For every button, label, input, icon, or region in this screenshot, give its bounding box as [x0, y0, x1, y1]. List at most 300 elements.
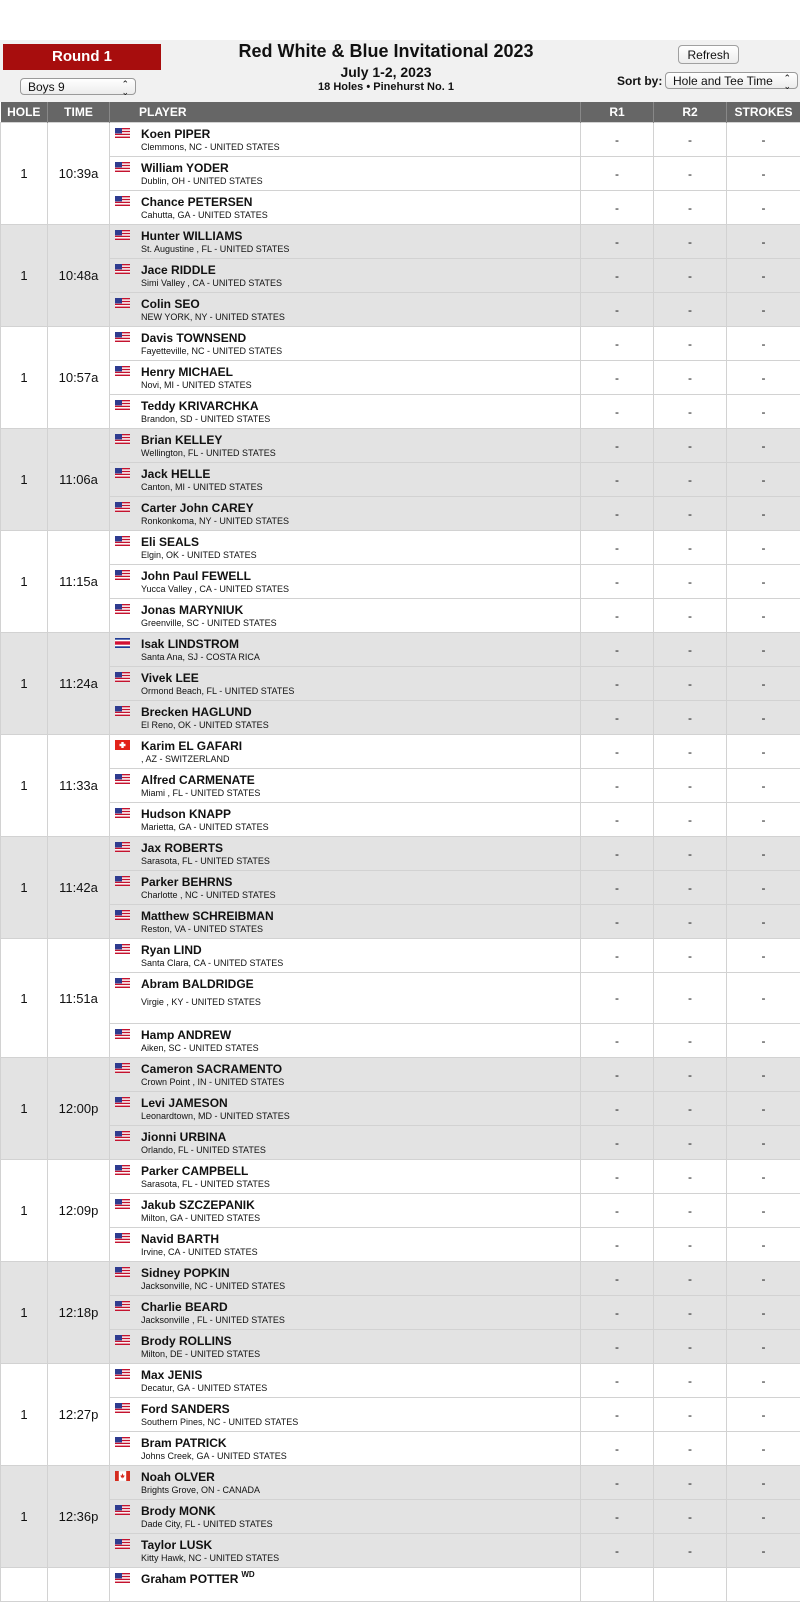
player-name[interactable]: [141, 1572, 255, 1586]
player-cell[interactable]: [110, 871, 581, 905]
player-location: Ormond Beach, FL - UNITED STATES: [141, 686, 295, 696]
player-name[interactable]: [141, 501, 254, 515]
tee-times-table: [0, 102, 800, 1602]
player-name[interactable]: [141, 1436, 227, 1450]
table-row[interactable]: [1, 531, 800, 565]
tee-time-cell: 12:09p: [48, 1160, 110, 1262]
tee-time-cell: 10:39a: [48, 123, 110, 225]
player-name[interactable]: [141, 807, 231, 821]
table-row[interactable]: [1, 191, 800, 225]
r1-score-cell: -: [581, 531, 654, 565]
us-flag-icon: [115, 1164, 130, 1174]
player-name[interactable]: [141, 1402, 230, 1416]
r1-score-cell: -: [581, 361, 654, 395]
sort-select-value: Hole and Tee Time: [673, 74, 773, 88]
r1-score-cell: -: [581, 565, 654, 599]
strokes-score-cell: -: [727, 701, 800, 735]
us-flag-icon: [115, 875, 130, 885]
r1-score-cell: -: [581, 463, 654, 497]
player-location: Johns Creek, GA - UNITED STATES: [141, 1451, 287, 1461]
r2-score-cell: -: [654, 1364, 727, 1398]
table-row[interactable]: [1, 1398, 800, 1432]
r2-score-cell: -: [654, 1126, 727, 1160]
player-name-text: Karim EL GAFARI: [141, 739, 243, 753]
table-row[interactable]: [1, 157, 800, 191]
round-badge[interactable]: Round 1: [3, 44, 161, 70]
player-cell[interactable]: [110, 905, 581, 939]
us-flag-icon: [115, 331, 130, 341]
table-row[interactable]: [1, 1432, 800, 1466]
player-cell[interactable]: [110, 123, 581, 157]
r2-score-cell: -: [654, 293, 727, 327]
table-row[interactable]: [1, 259, 800, 293]
player-name-text: Parker BEHRNS: [141, 875, 233, 889]
player-name[interactable]: [141, 229, 242, 243]
player-name[interactable]: [141, 977, 254, 991]
r2-score-cell: -: [654, 463, 727, 497]
table-header: [1, 102, 800, 123]
player-name-text: Teddy KRIVARCHKA: [141, 399, 259, 413]
r1-score-cell: -: [581, 191, 654, 225]
player-cell[interactable]: [110, 1466, 581, 1500]
r2-score-cell: -: [654, 1092, 727, 1126]
player-location: Milton, DE - UNITED STATES: [141, 1349, 261, 1359]
strokes-score-cell: -: [727, 1364, 800, 1398]
strokes-score-cell: -: [727, 1024, 800, 1058]
r2-score-cell: -: [654, 701, 727, 735]
strokes-score-cell: -: [727, 225, 800, 259]
table-row[interactable]: [1, 429, 800, 463]
r2-score-cell: -: [654, 259, 727, 293]
strokes-score-cell: -: [727, 395, 800, 429]
player-cell[interactable]: [110, 293, 581, 327]
player-name-text: Davis TOWNSEND: [141, 331, 247, 345]
player-name[interactable]: [141, 1130, 226, 1144]
table-row[interactable]: [1, 1126, 800, 1160]
player-name[interactable]: [141, 637, 239, 651]
r1-score-cell: -: [581, 1296, 654, 1330]
us-flag-icon: [115, 1300, 130, 1310]
strokes-score-cell: -: [727, 905, 800, 939]
tee-time-cell: 11:06a: [48, 429, 110, 531]
us-flag-icon: [115, 1334, 130, 1344]
table-row[interactable]: [1, 1466, 800, 1500]
player-name-text: Brody ROLLINS: [141, 1334, 232, 1348]
table-row[interactable]: [1, 293, 800, 327]
us-flag-icon: [115, 1062, 130, 1072]
table-row[interactable]: [1, 905, 800, 939]
player-name[interactable]: [141, 1266, 230, 1280]
col-player[interactable]: PLAYER: [110, 102, 581, 123]
player-name-text: Levi JAMESON: [141, 1096, 228, 1110]
player-name[interactable]: [141, 841, 223, 855]
us-flag-icon: [115, 399, 130, 409]
r2-score-cell: -: [654, 939, 727, 973]
r2-score-cell: -: [654, 973, 727, 1024]
player-name[interactable]: [141, 1028, 231, 1042]
player-cell[interactable]: [110, 1534, 581, 1568]
player-location: Kitty Hawk, NC - UNITED STATES: [141, 1553, 280, 1563]
strokes-score-cell: -: [727, 191, 800, 225]
player-cell[interactable]: [110, 939, 581, 973]
us-flag-icon: [115, 909, 130, 919]
player-name[interactable]: [141, 705, 252, 719]
player-location: Decatur, GA - UNITED STATES: [141, 1383, 268, 1393]
r1-score-cell: -: [581, 803, 654, 837]
player-location: Simi Valley , CA - UNITED STATES: [141, 278, 283, 288]
us-flag-icon: [115, 365, 130, 375]
division-select[interactable]: [20, 78, 136, 95]
r1-score-cell: -: [581, 1330, 654, 1364]
player-name-text: Matthew SCHREIBMAN: [141, 909, 274, 923]
hole-cell: 1: [1, 837, 48, 939]
player-location: Canton, MI - UNITED STATES: [141, 482, 263, 492]
r2-score-cell: -: [654, 1262, 727, 1296]
player-name[interactable]: [141, 739, 242, 753]
strokes-score-cell: -: [727, 1058, 800, 1092]
player-cell[interactable]: [110, 225, 581, 259]
player-cell[interactable]: [110, 1432, 581, 1466]
player-name[interactable]: [141, 1504, 216, 1518]
hole-cell: 1: [1, 1058, 48, 1160]
player-cell[interactable]: [110, 1058, 581, 1092]
table-row[interactable]: [1, 361, 800, 395]
r2-score-cell: -: [654, 905, 727, 939]
r1-score-cell: -: [581, 905, 654, 939]
r1-score-cell: -: [581, 293, 654, 327]
player-cell[interactable]: [110, 157, 581, 191]
col-time[interactable]: TIME: [48, 102, 110, 123]
r1-score-cell: -: [581, 1364, 654, 1398]
table-row[interactable]: [1, 667, 800, 701]
r2-score-cell: -: [654, 667, 727, 701]
page-title: Red White & Blue Invitational 2023: [238, 41, 534, 61]
r1-score-cell: -: [581, 1398, 654, 1432]
player-cell[interactable]: [110, 1024, 581, 1058]
hole-cell: 1: [1, 1160, 48, 1262]
player-cell[interactable]: [110, 837, 581, 871]
tee-time-cell: 11:42a: [48, 837, 110, 939]
player-location: Reston, VA - UNITED STATES: [141, 924, 264, 934]
strokes-score-cell: -: [727, 1194, 800, 1228]
table-row[interactable]: [1, 633, 800, 667]
player-name[interactable]: [141, 1198, 255, 1212]
player-name[interactable]: [141, 1368, 202, 1382]
us-flag-icon: [115, 195, 130, 205]
r2-score-cell: -: [654, 1160, 727, 1194]
r2-score-cell: -: [654, 1194, 727, 1228]
chevron-updown-icon: ⌃ ⌄: [121, 78, 129, 97]
us-flag-icon: [115, 433, 130, 443]
player-name[interactable]: [141, 161, 229, 175]
player-name[interactable]: [141, 195, 252, 209]
player-location: Dade City, FL - UNITED STATES: [141, 1519, 273, 1529]
r1-score-cell: -: [581, 633, 654, 667]
player-cell[interactable]: [110, 1160, 581, 1194]
player-name[interactable]: [141, 535, 199, 549]
player-cell[interactable]: [110, 1262, 581, 1296]
player-name[interactable]: [141, 943, 202, 957]
tee-group: [1, 1466, 800, 1568]
table-row[interactable]: [1, 497, 800, 531]
tee-time-cell: [48, 1568, 110, 1602]
r1-score-cell: -: [581, 1466, 654, 1500]
player-name[interactable]: [141, 569, 251, 583]
player-name[interactable]: [141, 365, 233, 379]
refresh-button[interactable]: Refresh: [678, 45, 739, 64]
strokes-score-cell: -: [727, 769, 800, 803]
table-row[interactable]: [1, 1092, 800, 1126]
tee-time-cell: 12:18p: [48, 1262, 110, 1364]
r2-score-cell: -: [654, 1330, 727, 1364]
player-name[interactable]: [141, 1232, 219, 1246]
table-row[interactable]: [1, 837, 800, 871]
player-name[interactable]: [141, 1062, 282, 1076]
player-cell[interactable]: [110, 1568, 581, 1602]
player-cell[interactable]: [110, 735, 581, 769]
player-cell[interactable]: [110, 1228, 581, 1262]
player-cell[interactable]: [110, 769, 581, 803]
strokes-score-cell: -: [727, 871, 800, 905]
table-row[interactable]: [1, 1228, 800, 1262]
r1-score-cell: -: [581, 1160, 654, 1194]
player-name[interactable]: [141, 1300, 228, 1314]
r2-score-cell: -: [654, 769, 727, 803]
player-location: Clemmons, NC - UNITED STATES: [141, 142, 280, 152]
table-row[interactable]: [1, 803, 800, 837]
r1-score-cell: -: [581, 939, 654, 973]
r1-score-cell: -: [581, 1262, 654, 1296]
us-flag-icon: [115, 1232, 130, 1242]
table-row[interactable]: [1, 871, 800, 905]
table-row[interactable]: [1, 395, 800, 429]
player-cell[interactable]: [110, 259, 581, 293]
table-row[interactable]: [1, 1024, 800, 1058]
event-subtitle: 18 Holes • Pinehurst No. 1: [318, 81, 454, 93]
table-row[interactable]: [1, 1568, 800, 1602]
strokes-score-cell: -: [727, 1398, 800, 1432]
player-name-text: Ford SANDERS: [141, 1402, 230, 1416]
player-name-text: Jack HELLE: [141, 467, 211, 481]
player-cell[interactable]: [110, 429, 581, 463]
us-flag-icon: [115, 127, 130, 137]
table-row[interactable]: [1, 701, 800, 735]
strokes-score-cell: -: [727, 293, 800, 327]
r2-score-cell: -: [654, 361, 727, 395]
player-name[interactable]: [141, 603, 243, 617]
r2-score-cell: -: [654, 497, 727, 531]
r2-score-cell: -: [654, 157, 727, 191]
table-row[interactable]: [1, 735, 800, 769]
table-row[interactable]: [1, 463, 800, 497]
player-name-text: Brody MONK: [141, 1504, 216, 1518]
player-name[interactable]: [141, 773, 255, 787]
us-flag-icon: [115, 1368, 130, 1378]
table-row[interactable]: [1, 973, 800, 1024]
hole-cell: 1: [1, 633, 48, 735]
player-cell[interactable]: [110, 973, 581, 1024]
tee-time-cell: 12:36p: [48, 1466, 110, 1568]
player-name[interactable]: [141, 1538, 212, 1552]
strokes-score-cell: -: [727, 531, 800, 565]
table-row[interactable]: [1, 1534, 800, 1568]
top-spacer: [0, 0, 800, 40]
tee-time-cell: 11:51a: [48, 939, 110, 1058]
r2-score-cell: -: [654, 531, 727, 565]
strokes-score-cell: -: [727, 939, 800, 973]
player-name-text: Colin SEO: [141, 297, 200, 311]
player-cell[interactable]: [110, 1330, 581, 1364]
player-cell[interactable]: [110, 1398, 581, 1432]
us-flag-icon: [115, 1504, 130, 1514]
tee-group: [1, 735, 800, 837]
player-cell[interactable]: [110, 395, 581, 429]
player-cell[interactable]: [110, 599, 581, 633]
strokes-score-cell: -: [727, 803, 800, 837]
player-location: Sarasota, FL - UNITED STATES: [141, 856, 270, 866]
r1-score-cell: -: [581, 497, 654, 531]
table-row[interactable]: [1, 1500, 800, 1534]
player-cell[interactable]: [110, 497, 581, 531]
table-row[interactable]: [1, 1296, 800, 1330]
player-cell[interactable]: [110, 1126, 581, 1160]
withdrawn-badge: WD: [241, 1570, 255, 1579]
player-cell[interactable]: [110, 667, 581, 701]
col-r1[interactable]: R1: [581, 102, 654, 123]
strokes-score-cell: -: [727, 973, 800, 1024]
table-row[interactable]: [1, 1160, 800, 1194]
table-row[interactable]: [1, 1262, 800, 1296]
player-cell[interactable]: [110, 701, 581, 735]
us-flag-icon: [115, 263, 130, 273]
hole-cell: 1: [1, 939, 48, 1058]
player-cell[interactable]: [110, 1364, 581, 1398]
player-location: Brights Grove, ON - CANADA: [141, 1485, 261, 1495]
player-name[interactable]: [141, 1164, 248, 1178]
r2-score-cell: -: [654, 1058, 727, 1092]
player-cell[interactable]: [110, 1500, 581, 1534]
player-name-text: Hamp ANDREW: [141, 1028, 232, 1042]
us-flag-icon: [115, 569, 130, 579]
us-flag-icon: [115, 1198, 130, 1208]
strokes-score-cell: -: [727, 1228, 800, 1262]
strokes-score-cell: -: [727, 1092, 800, 1126]
hole-cell: 1: [1, 1262, 48, 1364]
player-cell[interactable]: [110, 565, 581, 599]
table-row[interactable]: [1, 1364, 800, 1398]
player-name[interactable]: [141, 1334, 232, 1348]
player-name[interactable]: [141, 263, 216, 277]
player-name[interactable]: [141, 875, 232, 889]
r1-score-cell: -: [581, 1534, 654, 1568]
player-name[interactable]: [141, 1470, 215, 1484]
r2-score-cell: -: [654, 327, 727, 361]
sort-select[interactable]: [665, 72, 798, 89]
player-cell[interactable]: [110, 633, 581, 667]
col-r2[interactable]: R2: [654, 102, 727, 123]
tee-group: [1, 327, 800, 429]
table-row[interactable]: [1, 565, 800, 599]
player-location: Jacksonville, NC - UNITED STATES: [141, 1281, 286, 1291]
player-name[interactable]: [141, 909, 274, 923]
player-name-text: Cameron SACRAMENTO: [141, 1062, 283, 1076]
player-name[interactable]: [141, 331, 246, 345]
player-location: Leonardtown, MD - UNITED STATES: [141, 1111, 290, 1121]
player-location: NEW YORK, NY - UNITED STATES: [141, 312, 285, 322]
player-name[interactable]: [141, 433, 222, 447]
player-cell[interactable]: [110, 463, 581, 497]
strokes-score-cell: -: [727, 1466, 800, 1500]
hole-cell: [1, 1568, 48, 1602]
player-name[interactable]: [141, 467, 210, 481]
player-location: Novi, MI - UNITED STATES: [141, 380, 252, 390]
tee-time-cell: 12:00p: [48, 1058, 110, 1160]
hole-cell: 1: [1, 531, 48, 633]
hole-cell: 1: [1, 327, 48, 429]
player-name-text: Jace RIDDLE: [141, 263, 216, 277]
player-name[interactable]: [141, 671, 199, 685]
player-location: Greenville, SC - UNITED STATES: [141, 618, 277, 628]
table-row[interactable]: [1, 939, 800, 973]
player-name[interactable]: [141, 1096, 228, 1110]
player-name-text: Isak LINDSTROM: [141, 637, 240, 651]
player-cell[interactable]: [110, 327, 581, 361]
player-cell[interactable]: [110, 1092, 581, 1126]
player-cell[interactable]: [110, 361, 581, 395]
table-row[interactable]: [1, 1058, 800, 1092]
table-row[interactable]: [1, 123, 800, 157]
tee-group: [1, 1058, 800, 1160]
player-name[interactable]: [141, 297, 200, 311]
r1-score-cell: [581, 1568, 654, 1602]
r1-score-cell: -: [581, 667, 654, 701]
table-row[interactable]: [1, 769, 800, 803]
player-name[interactable]: [141, 399, 259, 413]
r2-score-cell: -: [654, 1228, 727, 1262]
strokes-score-cell: -: [727, 1296, 800, 1330]
player-name[interactable]: [141, 127, 210, 141]
player-location: Aiken, SC - UNITED STATES: [141, 1043, 259, 1053]
table-row[interactable]: [1, 327, 800, 361]
player-location: Fayetteville, NC - UNITED STATES: [141, 346, 283, 356]
strokes-score-cell: -: [727, 429, 800, 463]
player-name-text: Taylor LUSK: [141, 1538, 213, 1552]
player-name-text: Max JENIS: [141, 1368, 203, 1382]
table-row[interactable]: [1, 1330, 800, 1364]
player-cell[interactable]: [110, 1194, 581, 1228]
player-name-text: Navid BARTH: [141, 1232, 220, 1246]
player-location: Jacksonville , FL - UNITED STATES: [141, 1315, 285, 1325]
player-name-text: Bram PATRICK: [141, 1436, 227, 1450]
player-location: St. Augustine , FL - UNITED STATES: [141, 244, 290, 254]
canada-flag-icon: [115, 1470, 130, 1480]
costa-rica-flag-icon: [115, 637, 130, 647]
event-dates: July 1-2, 2023: [340, 64, 432, 80]
col-strokes[interactable]: STROKES: [727, 102, 800, 123]
r2-score-cell: -: [654, 1024, 727, 1058]
us-flag-icon: [115, 1096, 130, 1106]
col-hole[interactable]: HOLE: [1, 102, 48, 123]
player-cell[interactable]: [110, 531, 581, 565]
table-row[interactable]: [1, 599, 800, 633]
hole-cell: 1: [1, 123, 48, 225]
player-cell[interactable]: [110, 1296, 581, 1330]
player-cell[interactable]: [110, 191, 581, 225]
table-row[interactable]: [1, 225, 800, 259]
strokes-score-cell: -: [727, 735, 800, 769]
table-row[interactable]: [1, 1194, 800, 1228]
player-cell[interactable]: [110, 803, 581, 837]
